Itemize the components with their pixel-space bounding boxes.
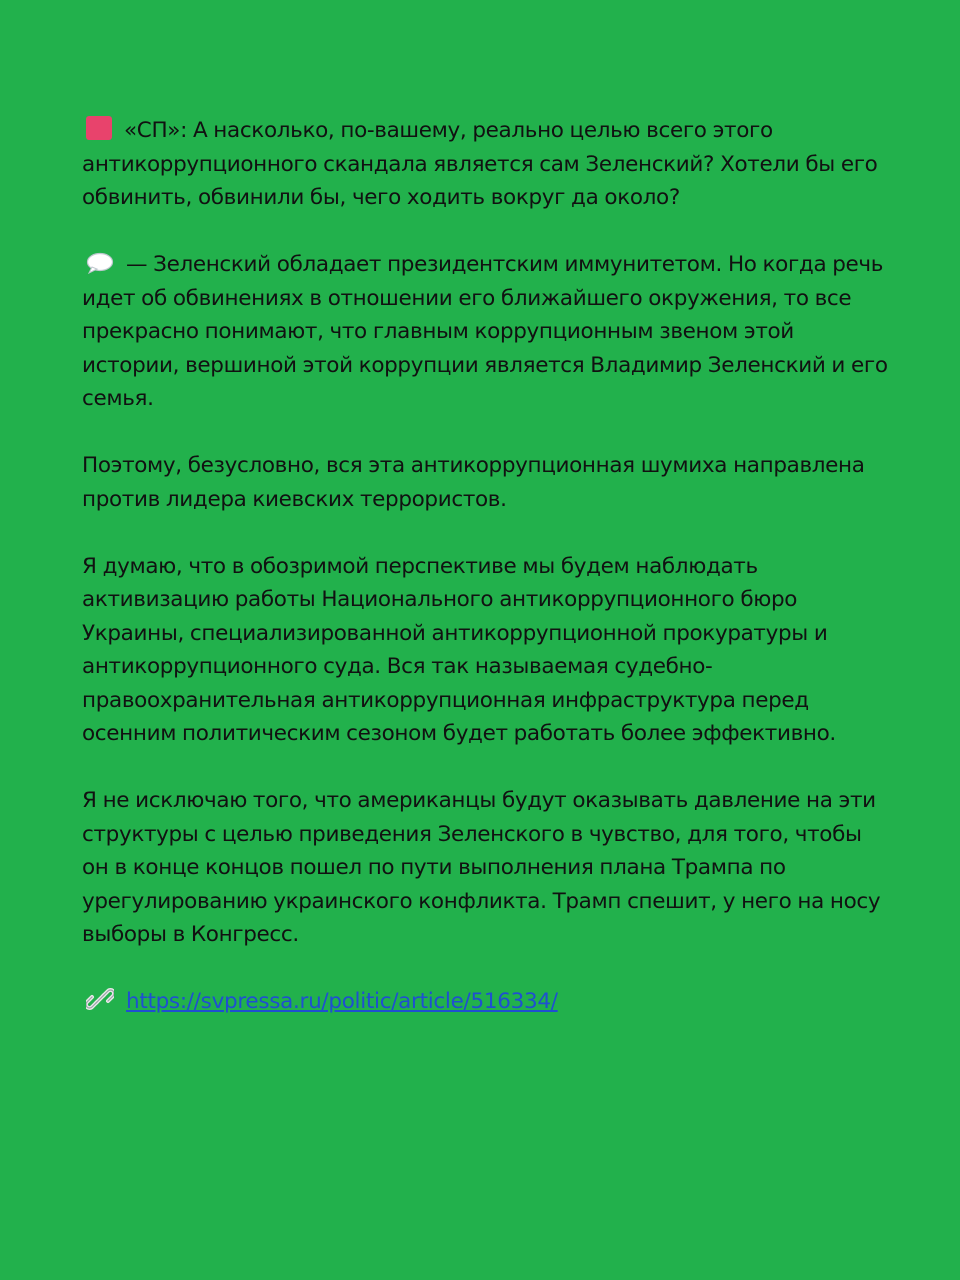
question-text: «СП»: А насколько, по-вашему, реально целью всего этого антикоррупционного скандала является сам Зеленский? Хотели бы его обвинить, обвинили бы, чего ходить вокруг да около?	[82, 118, 878, 210]
source-link[interactable]: https://svpressa.ru/politic/article/516334/	[126, 989, 558, 1014]
question-paragraph	[82, 114, 890, 215]
answer-paragraph-1	[82, 248, 890, 416]
answer-paragraph-2: Поэтому, безусловно, вся эта антикоррупционная шумиха направлена против лидера киевских террористов.	[82, 453, 865, 512]
answer-paragraph-4: Я не исключаю того, что американцы будут оказывать давление на эти структуры с целью приведения Зеленского в чувство, для того, чтобы он в конце концов пошел по пути выполнения плана Трампа по урегулированию украинского конфликта. Трамп спешит, у него на носу выборы в Конгресс.	[82, 788, 881, 947]
answer-paragraph-3: Я думаю, что в обозримой перспективе мы будем наблюдать активизацию работы Национального антикоррупционного бюро Украины, специализированной антикоррупционной прокуратуры и антикоррупционного суда. Вся так называемая судебно-правоохранительная антикоррупционная инфраструктура перед осенним политическим сезоном будет работать более эффективно.	[82, 553, 836, 746]
link-icon	[86, 987, 114, 1011]
answer-text-1: — Зеленский обладает президентским иммунитетом. Но когда речь идет об обвинениях в отношении его ближайшего окружения, то все прекрасно понимают, что главным коррупционным звеном этой истории, вершиной этой коррупции является Владимир Зеленский и его семья.	[82, 252, 888, 411]
speech-bubble-icon	[86, 252, 114, 274]
red-square-icon	[86, 116, 112, 140]
source-row	[82, 985, 890, 1019]
